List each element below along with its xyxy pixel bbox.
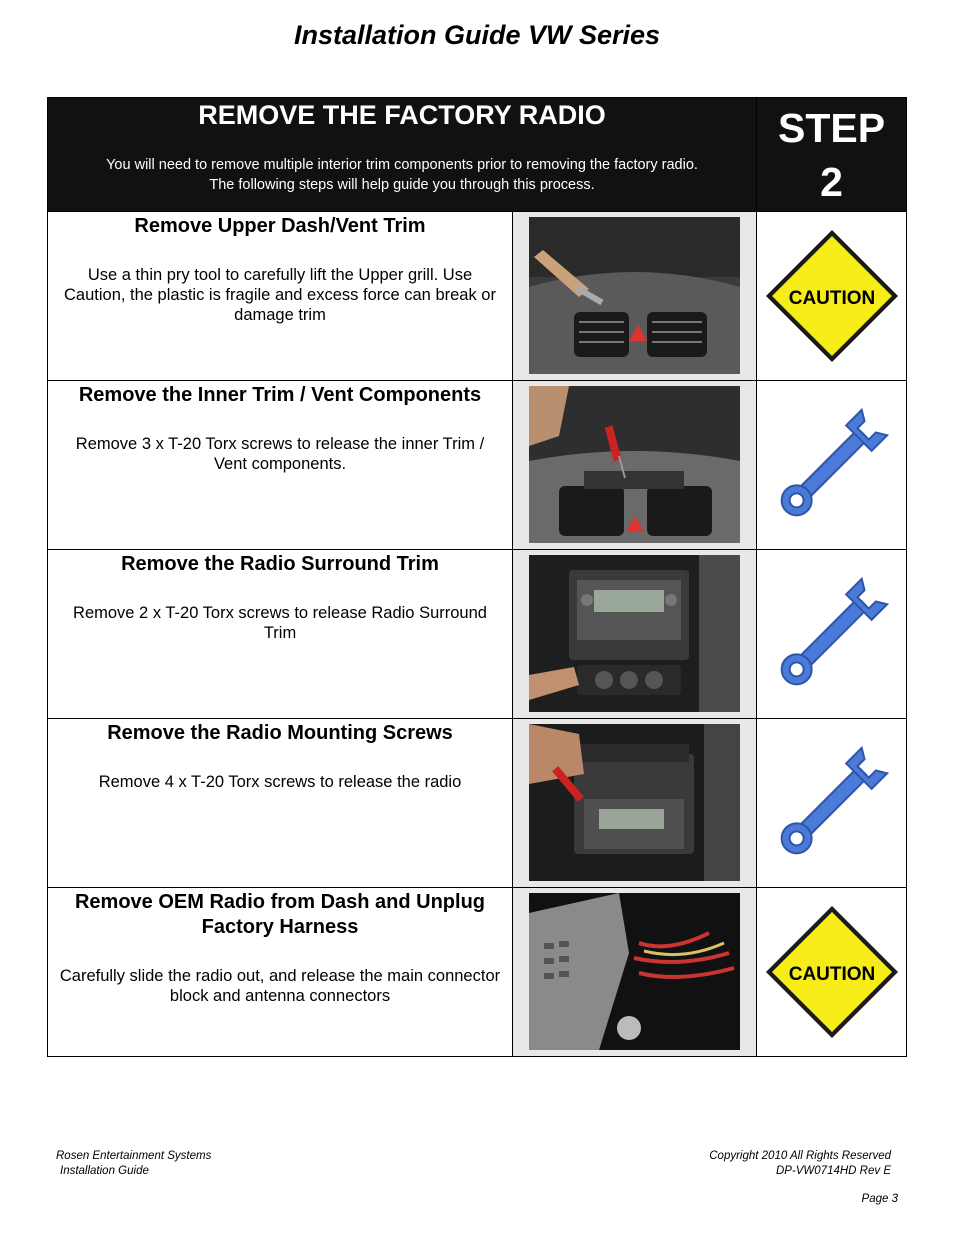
- icon-cell: [757, 212, 907, 381]
- icon-cell: [757, 888, 907, 1057]
- instruction-body: Remove 4 x T-20 Torx screws to release the radio: [98, 773, 462, 791]
- description-line-2: The following steps will help guide you through this process.: [209, 177, 595, 193]
- instruction-row: [48, 550, 907, 719]
- instruction-table: [47, 97, 907, 1057]
- instruction-text: [48, 212, 513, 381]
- instruction-heading: Remove OEM Radio from Dash and Unplug Factory Harness: [74, 891, 486, 938]
- step-badge: [757, 98, 907, 212]
- photo-cell: [513, 550, 757, 719]
- instruction-row: [48, 719, 907, 888]
- photo-cell: [513, 888, 757, 1057]
- mounting-screws-photo: [529, 724, 740, 881]
- description-line-1: You will need to remove multiple interior trim components prior to removing the factory radio.: [106, 157, 698, 173]
- caution-sign-icon: [762, 226, 902, 366]
- instruction-body: Remove 3 x T-20 Torx screws to release the inner Trim / Vent components.: [75, 435, 485, 473]
- instruction-body: Remove 2 x T-20 Torx screws to release Radio Surround Trim: [73, 604, 487, 642]
- page-number: Page 3: [861, 1193, 898, 1205]
- icon-cell: [757, 719, 907, 888]
- footer-left: [56, 1149, 211, 1179]
- upper-dash-photo: [529, 217, 740, 374]
- harness-photo: [529, 893, 740, 1050]
- photo-cell: [513, 381, 757, 550]
- document-title: Installation Guide VW Series: [293, 20, 661, 50]
- instruction-row: [48, 381, 907, 550]
- photo-cell: [513, 719, 757, 888]
- instruction-text: [48, 381, 513, 550]
- instruction-body: Carefully slide the radio out, and release the main connector block and antenna connectors: [59, 967, 501, 1005]
- instruction-row: [48, 888, 907, 1057]
- caution-label: CAUTION: [788, 288, 875, 309]
- footer-doc-type: Installation Guide: [60, 1165, 149, 1177]
- instruction-heading: Remove Upper Dash/Vent Trim: [134, 215, 426, 237]
- instruction-body: Use a thin pry tool to carefully lift the Upper grill. Use Caution, the plastic is fragile and excess force can break or damage trim: [64, 266, 496, 324]
- footer-right: [709, 1149, 891, 1179]
- caution-label: CAUTION: [788, 964, 875, 985]
- icon-cell: [757, 381, 907, 550]
- radio-surround-photo: [529, 555, 740, 712]
- wrench-icon: [762, 395, 902, 535]
- instruction-text: [48, 719, 513, 888]
- footer-part-number: DP-VW0714HD Rev E: [775, 1165, 891, 1177]
- footer-company: Rosen Entertainment Systems: [56, 1150, 212, 1162]
- footer-copyright: Copyright 2010 All Rights Reserved: [709, 1150, 891, 1162]
- header-row: [48, 98, 907, 212]
- header-banner: [48, 98, 757, 212]
- instruction-heading: Remove the Inner Trim / Vent Components: [78, 384, 482, 406]
- step-number: 2: [820, 159, 843, 205]
- section-description: [48, 155, 756, 195]
- wrench-icon: [762, 733, 902, 873]
- instruction-text: [48, 888, 513, 1057]
- caution-sign-icon: [762, 902, 902, 1042]
- instruction-heading: Remove the Radio Surround Trim: [121, 553, 439, 575]
- icon-cell: [757, 550, 907, 719]
- wrench-icon: [762, 564, 902, 704]
- instruction-row: [48, 212, 907, 381]
- inner-trim-photo: [529, 386, 740, 543]
- photo-cell: [513, 212, 757, 381]
- step-word: STEP: [777, 105, 886, 151]
- section-title: REMOVE THE FACTORY RADIO: [198, 100, 606, 130]
- instruction-text: [48, 550, 513, 719]
- instruction-heading: Remove the Radio Mounting Screws: [107, 722, 453, 744]
